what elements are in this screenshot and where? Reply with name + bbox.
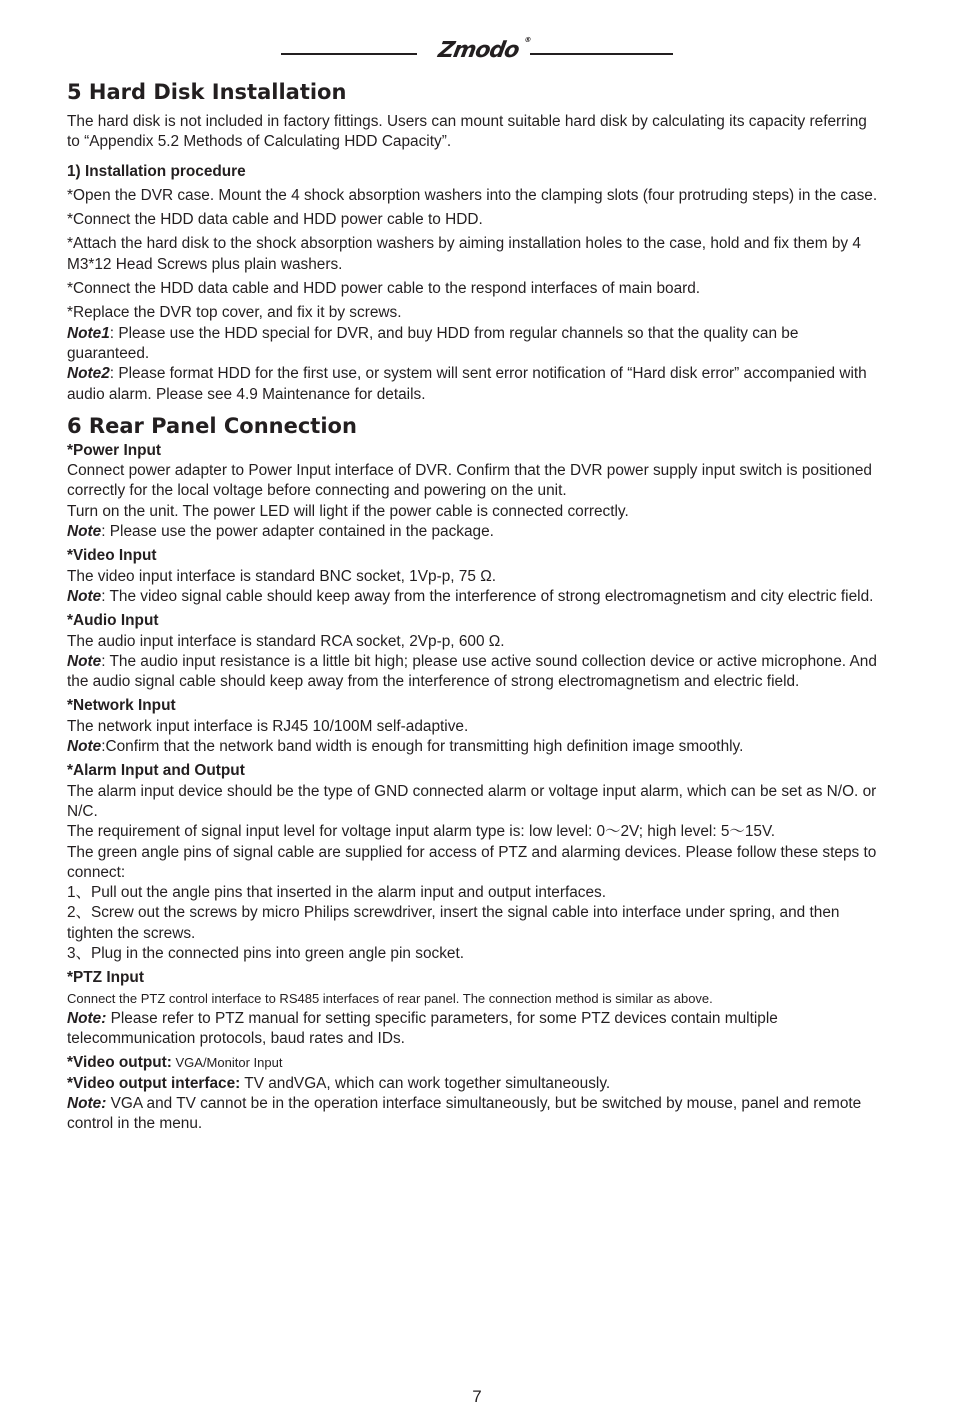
- note2-label: Note2: [67, 365, 110, 383]
- note-label: Note: [67, 587, 102, 605]
- power-input-note: [67, 522, 883, 542]
- note-label: Note:: [67, 1009, 107, 1027]
- audio-input-heading: *Audio Input: [67, 612, 159, 630]
- install-step-3: *Attach the hard disk to the shock absorption washers by aiming installation holes to the case, hold and fix them by 4 M3*12 Head Screws plus plain washers.: [67, 235, 861, 273]
- network-input-text: The network input interface is RJ45 10/100M self-adaptive.: [67, 717, 469, 735]
- alarm-io-heading: *Alarm Input and Output: [67, 762, 245, 780]
- installation-procedure-heading: 1) Installation procedure: [67, 162, 246, 180]
- video-output-interface-label: *Video output interface:: [67, 1074, 241, 1092]
- alarm-text-3: The green angle pins of signal cable are supplied for access of PTZ and alarming devices. Please follow these steps to connect:: [67, 843, 877, 881]
- video-output-interface-value: TV andVGA, which can work together simultaneously.: [240, 1074, 611, 1092]
- power-input-text-1: Connect power adapter to Power Input interface of DVR. Confirm that the DVR power supply input switch is positioned correctly for the local voltage before connecting and powering on the unit.: [67, 462, 872, 500]
- note-text: : The audio input resistance is a little bit high; please use active sound collection device or active microphone. And the audio signal cable should keep away from the interference of strong electromagnetism and electric field.: [67, 652, 877, 691]
- note2-text: : Please format HDD for the first use, or system will sent error notification of “Hard disk error” accompanied with audio alarm. Please see 4.9 Maintenance for details.: [67, 365, 867, 403]
- note-text: : The video signal cable should keep away from the interference of strong electromagnetism and city electric field.: [101, 587, 874, 605]
- video-input-note: [67, 587, 883, 607]
- hard-disk-intro: The hard disk is not included in factory fittings. Users can mount suitable hard disk by calculating its capacity referring to “Appendix 5.2 Methods of Calculating HDD Capacity”.: [67, 113, 867, 151]
- video-output-value: VGA/Monitor Input: [171, 1055, 283, 1071]
- section-title-hard-disk: 5 Hard Disk Installation: [67, 80, 347, 104]
- header-rule-left: [281, 53, 417, 55]
- power-input-heading: *Power Input: [67, 441, 162, 459]
- logo-text: Zmodo: [436, 38, 521, 63]
- video-output-line: [67, 1053, 883, 1073]
- video-input-heading: *Video Input: [67, 547, 157, 565]
- power-input-text-2: Turn on the unit. The power LED will light if the power cable is connected correctly.: [67, 502, 629, 520]
- note2: [67, 364, 883, 405]
- note-label: Note: [67, 652, 102, 670]
- page-number: 7: [472, 1387, 482, 1406]
- note-text: VGA and TV cannot be in the operation interface simultaneously, but be switched by mouse, panel and remote control in the menu.: [67, 1095, 862, 1133]
- audio-input-note: [67, 652, 883, 693]
- note-text: : Please use the power adapter contained in the package.: [101, 523, 494, 541]
- note-text: :Confirm that the network band width is enough for transmitting high definition image smoothly.: [101, 738, 744, 756]
- install-step-4: *Connect the HDD data cable and HDD power cable to the respond interfaces of main board.: [67, 280, 701, 298]
- video-output-label: *Video output:: [67, 1054, 172, 1072]
- note-text: Please refer to PTZ manual for setting specific parameters, for some PTZ devices contain multiple telecommunication protocols, baud rates and IDs.: [67, 1009, 778, 1048]
- document-body: [67, 77, 883, 1135]
- ptz-input-note: [67, 1009, 883, 1050]
- section-title-rear-panel: 6 Rear Panel Connection: [67, 413, 357, 438]
- audio-input-text: The audio input interface is standard RCA socket, 2Vp-p, 600 Ω.: [67, 632, 505, 650]
- alarm-text-1: The alarm input device should be the type of GND connected alarm or voltage input alarm, which can be set as N/O. or N/C.: [67, 782, 877, 820]
- header-rule-right: [530, 53, 673, 55]
- network-input-heading: *Network Input: [67, 697, 176, 715]
- note-label: Note:: [67, 1095, 107, 1113]
- install-step-2: *Connect the HDD data cable and HDD power cable to HDD.: [67, 211, 483, 229]
- alarm-text-2: The requirement of signal input level for voltage input alarm type is: low level: 0～2V; high level: 5～15V.: [67, 823, 776, 841]
- alarm-step-2: 2、Screw out the screws by micro Philips screwdriver, insert the signal cable into interface under spring, and then tighten the screws.: [67, 904, 840, 942]
- video-input-text: The video input interface is standard BNC socket, 1Vp-p, 75 Ω.: [67, 567, 496, 585]
- install-step-1: *Open the DVR case. Mount the 4 shock absorption washers into the clamping slots (four protruding steps) in the case.: [67, 186, 878, 204]
- note1-label: Note1: [67, 324, 110, 342]
- note-label: Note: [67, 738, 102, 756]
- video-output-interface-line: [67, 1074, 883, 1094]
- alarm-step-1: 1、Pull out the angle pins that inserted in the alarm input and output interfaces.: [67, 884, 607, 902]
- network-input-note: [67, 737, 883, 757]
- note-label: Note: [67, 523, 102, 541]
- alarm-step-3: 3、Plug in the connected pins into green angle pin socket.: [67, 944, 465, 962]
- registered-mark: ®: [523, 36, 531, 44]
- page-header: [0, 36, 954, 72]
- note1-text: : Please use the HDD special for DVR, and buy HDD from regular channels so that the quality can be guaranteed.: [67, 324, 799, 362]
- note1: [67, 324, 883, 365]
- install-step-5: *Replace the DVR top cover, and fix it by screws.: [67, 304, 402, 322]
- zmodo-logo: [427, 36, 531, 68]
- ptz-input-heading: *PTZ Input: [67, 969, 144, 987]
- video-output-note: [67, 1094, 883, 1135]
- ptz-input-text: Connect the PTZ control interface to RS485 interfaces of rear panel. The connection method is similar as above.: [67, 990, 713, 1006]
